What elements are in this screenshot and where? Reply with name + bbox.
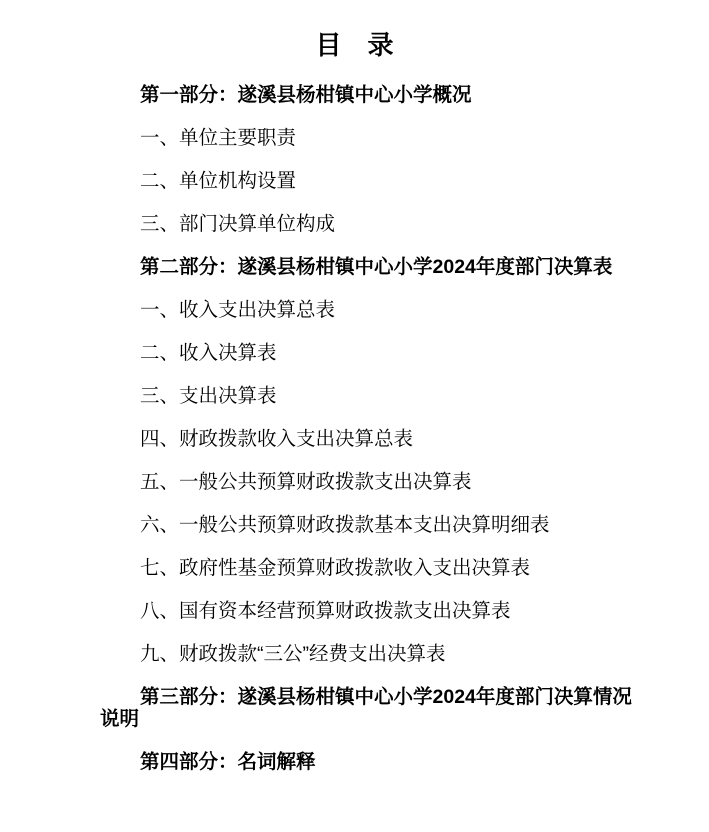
toc-item-2-7: 七、政府性基金预算财政拨款收入支出决算表 bbox=[140, 557, 531, 579]
toc-item-2-2: 二、收入决算表 bbox=[140, 342, 277, 364]
section-3-heading: 第三部分：遂溪县杨柑镇中心小学2024年度部门决算情况说明 bbox=[100, 686, 632, 730]
section-2-heading: 第二部分：遂溪县杨柑镇中心小学2024年度部门决算表 bbox=[140, 256, 613, 278]
toc-item-2-3: 三、支出决算表 bbox=[140, 385, 277, 407]
toc-item-2-5: 五、一般公共预算财政拨款支出决算表 bbox=[140, 471, 472, 493]
toc-item-2-8: 八、国有资本经营预算财政拨款支出决算表 bbox=[140, 600, 511, 622]
toc-item-1-1: 一、单位主要职责 bbox=[140, 127, 297, 149]
toc-item-1-3: 三、部门决算单位构成 bbox=[140, 213, 336, 235]
toc-item-2-1: 一、收入支出决算总表 bbox=[140, 299, 336, 321]
page-title: 目 录 bbox=[315, 30, 394, 60]
toc-item-2-4: 四、财政拨款收入支出决算总表 bbox=[140, 428, 414, 450]
section-4-heading: 第四部分：名词解释 bbox=[140, 751, 316, 773]
section-1-heading: 第一部分：遂溪县杨柑镇中心小学概况 bbox=[140, 84, 472, 106]
toc-item-2-6: 六、一般公共预算财政拨款基本支出决算明细表 bbox=[140, 514, 550, 536]
toc-item-2-9: 九、财政拨款“三公”经费支出决算表 bbox=[140, 643, 446, 665]
toc-item-1-2: 二、单位机构设置 bbox=[140, 170, 297, 192]
